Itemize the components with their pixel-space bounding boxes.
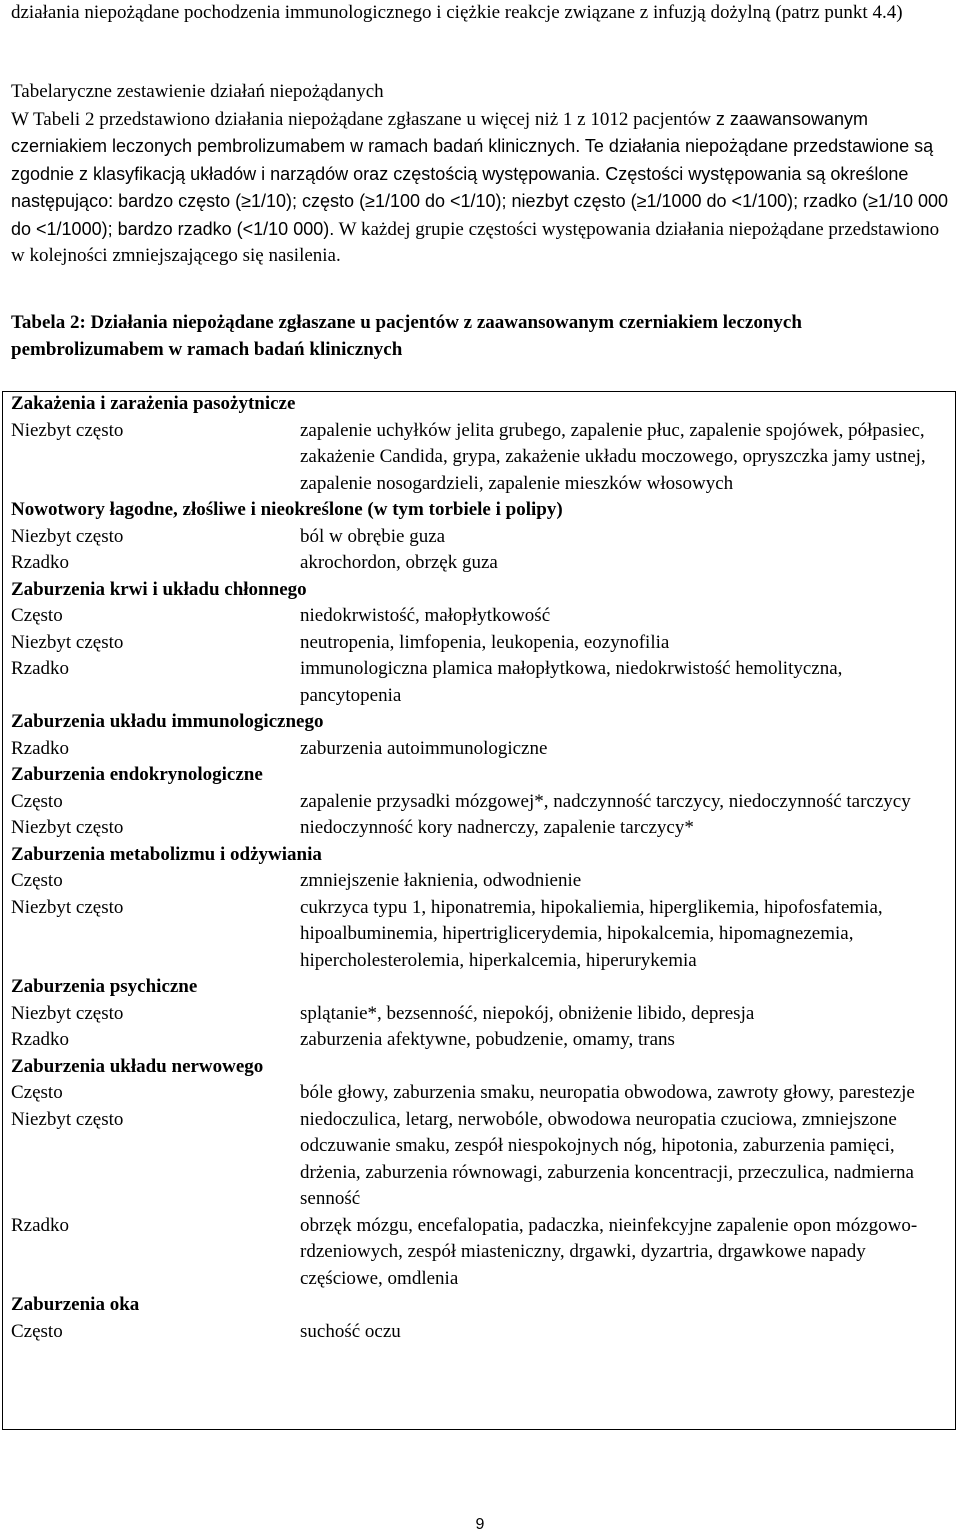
table-row — [11, 895, 956, 975]
adverse-reaction-terms-cell: ból w obrębie guza — [300, 525, 446, 547]
frequency-cell: Niezbyt często — [11, 1108, 124, 1130]
table-row — [11, 736, 956, 763]
paragraph-text-sans: z zaawansowanym czerniakiem leczonych pembrolizumabem w ramach badań klinicznych. Te działania niepożądane przedstawione są zgodnie z klasyfikacją układów i narządów oraz częstością występowania. Częstości występowania są określone następująco: bardzo często (≥1/10); często (≥1/100 do <1/10); niezbyt często (≥1/1000 do <1/100); rzadko (≥1/10 000 do <1/1000); bardzo rzadko (<1/10 000). — [11, 108, 949, 239]
frequency-cell: Rzadko — [11, 737, 70, 759]
adverse-reaction-terms-cell: zapalenie przysadki mózgowej*, nadczynność tarczycy, niedoczynność tarczycy — [300, 790, 911, 812]
table-row — [11, 868, 956, 895]
frequency-cell: Niezbyt często — [11, 525, 124, 547]
table-row — [11, 1027, 956, 1054]
adverse-reaction-terms-cell: immunologiczna plamica małopłytkowa, niedokrwistość hemolityczna, pancytopenia — [300, 658, 843, 706]
paragraph-text-tail: W każdej grupie częstości występowania działania niepożądane przedstawiono w kolejności zmniejszającego się nasilenia. — [11, 218, 940, 266]
adverse-reaction-terms-cell: zmniejszenie łaknienia, odwodnienie — [300, 870, 582, 891]
table-row — [11, 524, 956, 551]
frequency-cell: Rzadko — [11, 658, 70, 679]
adverse-reaction-terms-cell: niedokrwistość, małopłytkowość — [300, 605, 551, 626]
adverse-reaction-terms-cell: akrochordon, obrzęk guza — [300, 552, 498, 573]
table-row — [11, 815, 956, 842]
table-row — [11, 1213, 956, 1293]
adverse-reaction-terms-cell: bóle głowy, zaburzenia smaku, neuropatia obwodowa, zawroty głowy, parestezje — [300, 1082, 915, 1103]
frequency-cell: Niezbyt często — [11, 817, 124, 838]
adverse-reactions-table — [11, 391, 956, 1345]
system-organ-class-heading: Zaburzenia układu nerwowego — [11, 1055, 264, 1077]
adverse-reaction-terms-cell: niedoczynność kory nadnerczy, zapalenie tarczycy* — [300, 817, 694, 838]
section-heading: Tabelaryczne zestawienie działań niepożądanych — [11, 81, 384, 102]
table-row — [11, 1319, 956, 1346]
frequency-cell: Często — [11, 790, 63, 812]
frequency-cell: Niezbyt często — [11, 1002, 124, 1024]
system-organ-class-heading: Zaburzenia metabolizmu i odżywiania — [11, 843, 322, 865]
adverse-reaction-terms-cell: splątanie*, bezsenność, niepokój, obniżenie libido, depresja — [300, 1002, 755, 1024]
page-number: 9 — [475, 1516, 485, 1533]
adverse-reaction-terms-cell: suchość oczu — [300, 1320, 401, 1342]
adverse-reaction-terms-cell: zaburzenia afektywne, pobudzenie, omamy, trans — [300, 1029, 675, 1050]
system-organ-class-heading: Zaburzenia psychiczne — [11, 976, 198, 997]
intro-paragraph — [11, 0, 951, 27]
system-organ-class-heading: Zaburzenia układu immunologicznego — [11, 711, 324, 732]
system-organ-class-heading: Zaburzenia endokrynologiczne — [11, 764, 263, 785]
table-caption: Tabela 2: Działania niepożądane zgłaszane u pacjentów z zaawansowanym czerniakiem leczonych pembrolizumabem w ramach badań klinicznych — [11, 312, 802, 360]
table-row — [11, 1001, 956, 1028]
system-organ-class-heading: Zaburzenia krwi i układu chłonnego — [11, 578, 307, 600]
frequency-cell: Rzadko — [11, 1029, 70, 1050]
adverse-reaction-terms-cell: obrzęk mózgu, encefalopatia, padaczka, nieinfekcyjne zapalenie opon mózgowo-rdzeniowych, zespół miasteniczny, drgawki, dyzartria, drgawkowe napady częściowe, omdlenia — [300, 1214, 918, 1289]
frequency-cell: Rzadko — [11, 1214, 70, 1236]
adverse-reaction-terms-cell: cukrzyca typu 1, hiponatremia, hipokaliemia, hiperglikemia, hipofosfatemia, hipoalbuminemia, hipertriglicerydemia, hipokalcemia, hipomagnezemia, hipercholesterolemia, hiperkalcemia, hiperurykemia — [300, 896, 883, 971]
table-row — [11, 418, 956, 498]
frequency-cell: Rzadko — [11, 552, 70, 573]
frequency-cell: Często — [11, 1082, 63, 1103]
adverse-reaction-terms-cell: neutropenia, limfopenia, leukopenia, eozynofilia — [300, 631, 670, 653]
frequency-cell: Niezbyt często — [11, 896, 124, 918]
frequency-cell: Niezbyt często — [11, 631, 124, 653]
adverse-reaction-terms-cell: zapalenie uchyłków jelita grubego, zapalenie płuc, zapalenie spojówek, półpasiec, zakażenie Candida, grypa, zakażenie układu moczowego, opryszczka jamy ustnej, zapalenie nosogardzieli, zapalenie mieszków włosowych — [300, 419, 926, 494]
intro-text: działania niepożądane pochodzenia immunologicznego i ciężkie reakcje związane z infuzją dożylną (patrz punkt 4.4) — [11, 2, 903, 23]
table-row — [11, 1080, 956, 1107]
table-row — [11, 630, 956, 657]
adverse-reaction-terms-cell: niedoczulica, letarg, nerwobóle, obwodowa neuropatia czuciowa, zmniejszone odczuwanie smaku, zespół niespokojnych nóg, hipotonia, zaburzenia pamięci, drżenia, zaburzenia równowagi, zaburzenia koncentracji, przeczulica, nadmierna senność — [300, 1108, 914, 1209]
table-row — [11, 603, 956, 630]
adverse-reaction-terms-cell: zaburzenia autoimmunologiczne — [300, 737, 548, 759]
system-organ-class-heading: Zaburzenia oka — [11, 1294, 140, 1315]
table-row — [11, 1107, 956, 1213]
system-organ-class-heading: Zakażenia i zarażenia pasożytnicze — [11, 393, 296, 414]
table-row — [11, 789, 956, 816]
system-organ-class-heading: Nowotwory łagodne, złośliwe i nieokreślone (w tym torbiele i polipy) — [11, 499, 563, 520]
frequency-cell: Często — [11, 870, 63, 891]
frequency-cell: Niezbyt często — [11, 419, 124, 441]
table-row — [11, 550, 956, 577]
frequency-cell: Często — [11, 1320, 63, 1342]
table-row — [11, 656, 956, 709]
paragraph-text-serif: W Tabeli 2 przedstawiono działania niepożądane zgłaszane u więcej niż 1 z 1012 pacjentów — [11, 108, 712, 130]
tabular-summary-paragraph — [11, 79, 951, 270]
frequency-cell: Często — [11, 605, 63, 626]
